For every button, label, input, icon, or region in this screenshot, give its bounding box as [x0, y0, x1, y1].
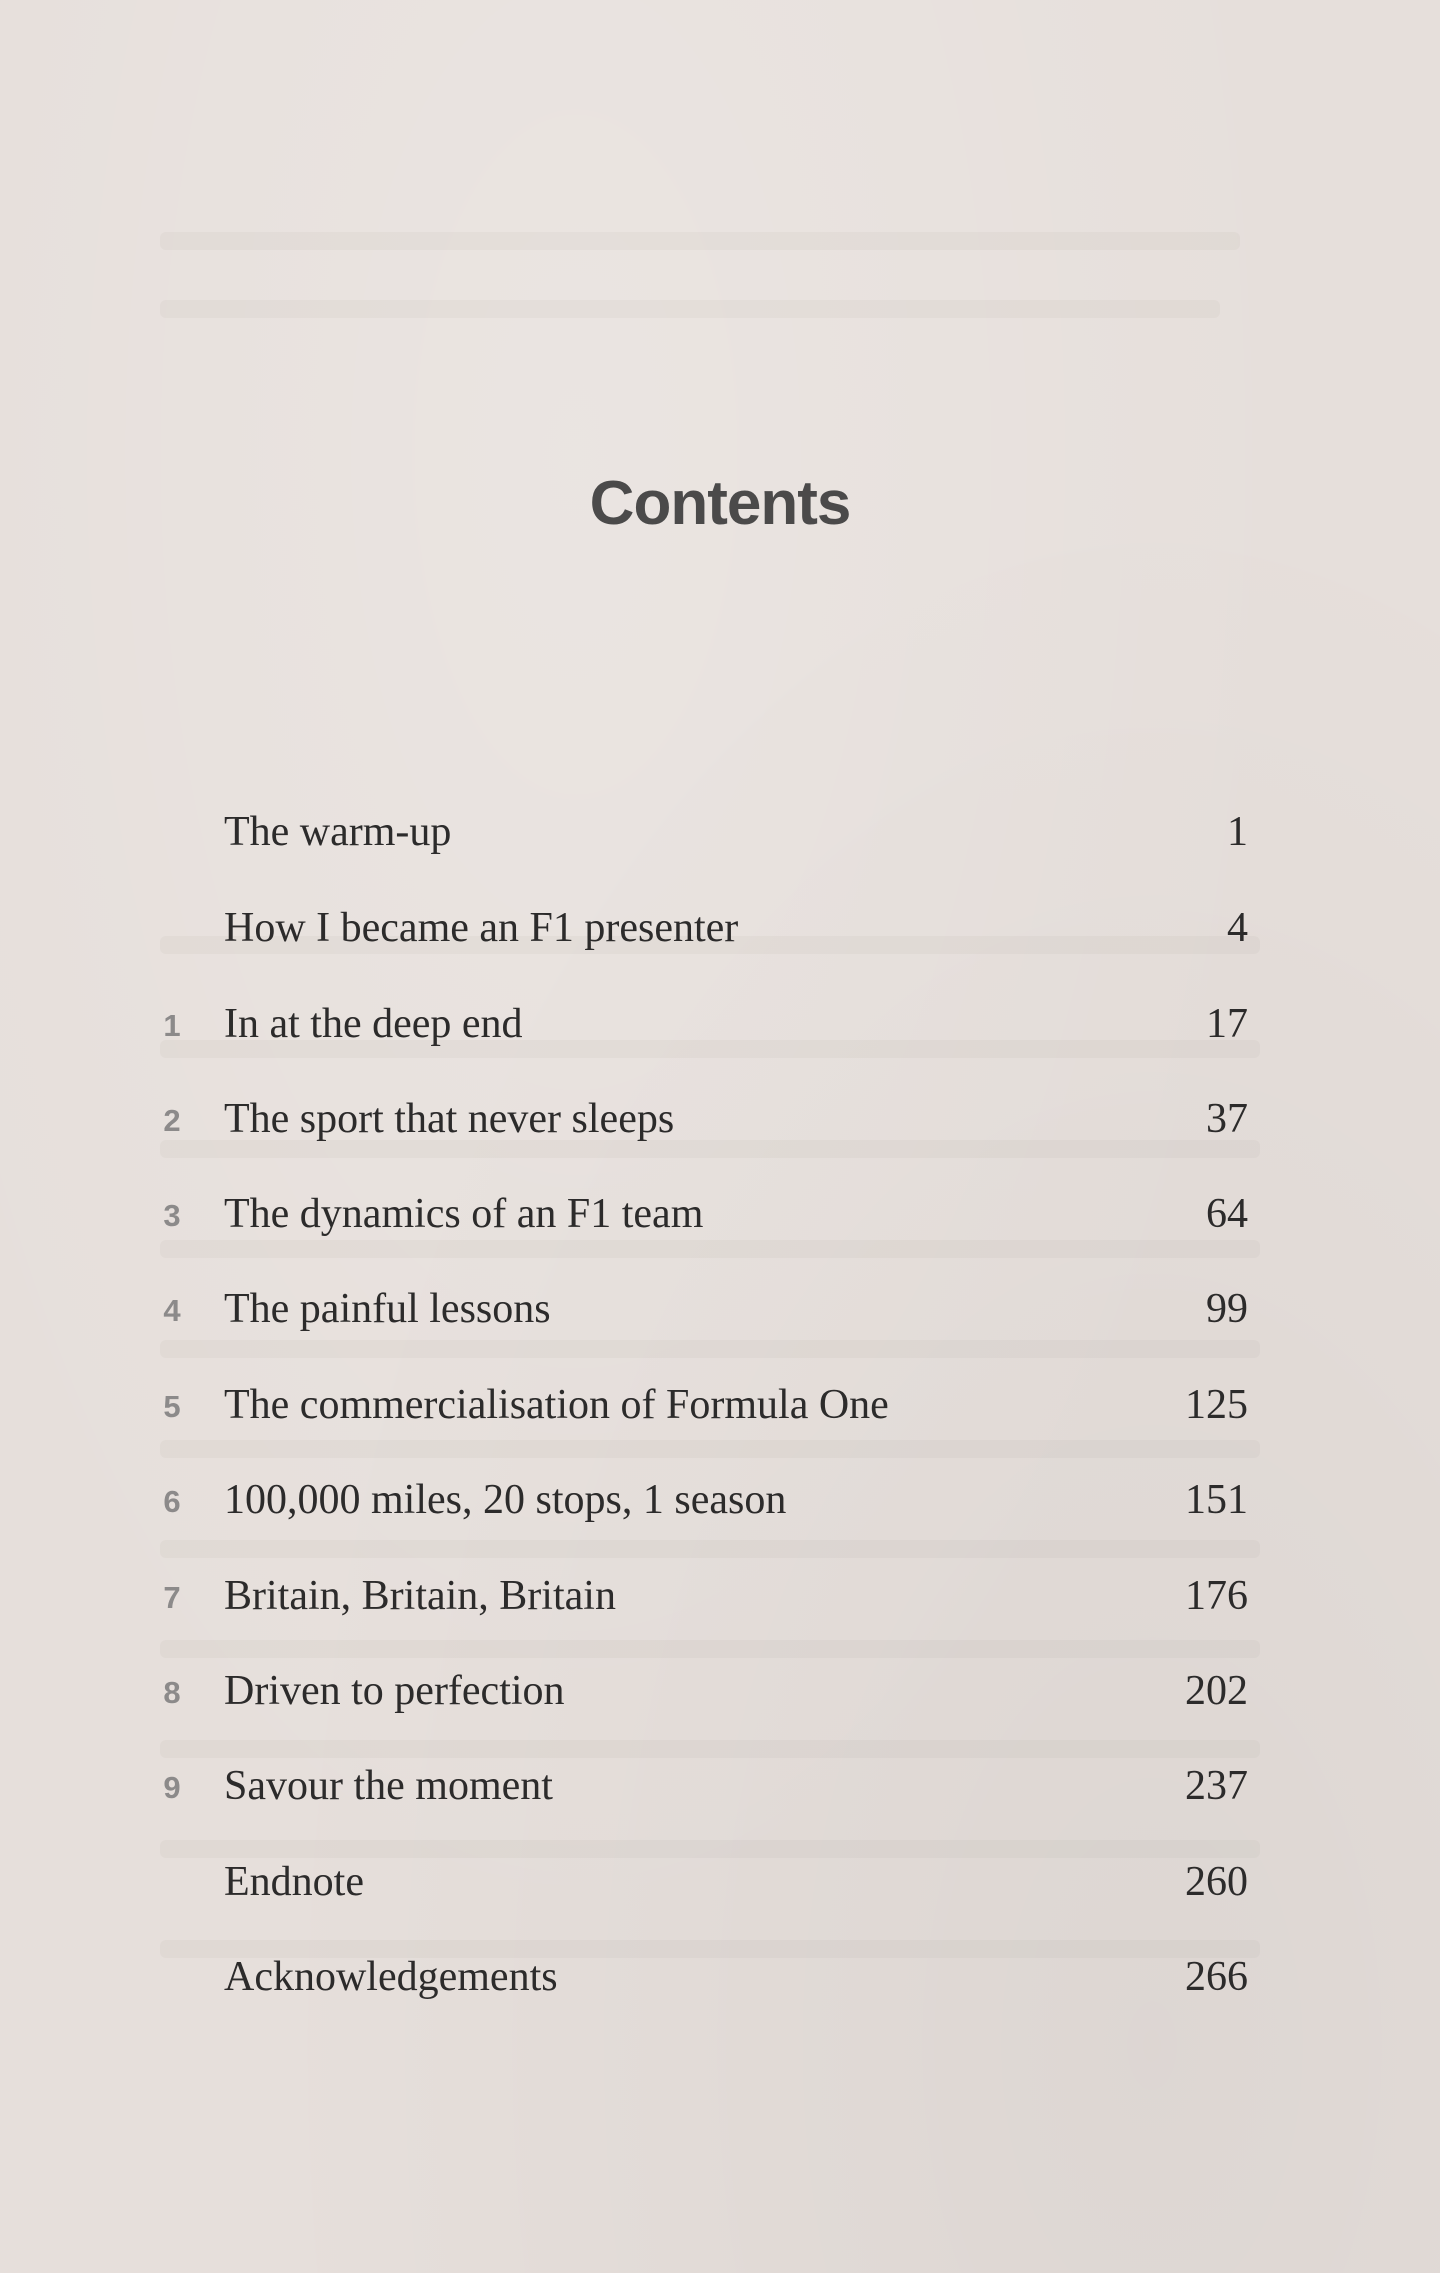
toc-entry [0, 1377, 1440, 1437]
page-number: 237 [1185, 1763, 1248, 1809]
chapter-number: 9 [163, 1770, 181, 1805]
show-through-line [160, 232, 1240, 250]
show-through-line [160, 1640, 1260, 1658]
toc-entry [0, 1186, 1440, 1246]
chapter-title: Driven to perfection [224, 1668, 565, 1714]
toc-entry [0, 1854, 1440, 1914]
chapter-number: 7 [163, 1580, 181, 1615]
toc-entry [0, 804, 1440, 864]
show-through-line [160, 300, 1220, 318]
page-title: Contents [589, 469, 851, 538]
page-number: 17 [1206, 1001, 1248, 1047]
chapter-title: In at the deep end [224, 1001, 523, 1047]
chapter-title: The sport that never sleeps [224, 1096, 675, 1142]
chapter-number: 2 [163, 1103, 181, 1138]
chapter-title: Britain, Britain, Britain [224, 1573, 616, 1619]
page-number: 151 [1185, 1477, 1248, 1523]
page-number: 266 [1185, 1954, 1248, 2000]
page-number: 260 [1185, 1859, 1248, 1905]
page-number: 99 [1206, 1286, 1248, 1332]
chapter-title: The warm-up [224, 809, 452, 855]
toc-entry [0, 1758, 1440, 1818]
toc-entry [0, 1281, 1440, 1341]
chapter-title: 100,000 miles, 20 stops, 1 season [224, 1477, 787, 1523]
toc-entry [0, 1949, 1440, 2009]
chapter-title: How I became an F1 presenter [224, 905, 739, 951]
toc-entry [0, 1568, 1440, 1628]
show-through-line [160, 1540, 1260, 1558]
chapter-title: The dynamics of an F1 team [224, 1191, 704, 1237]
chapter-title: The painful lessons [224, 1286, 551, 1332]
show-through-line [160, 1440, 1260, 1458]
chapter-number: 3 [163, 1198, 181, 1233]
toc-entry [0, 1472, 1440, 1532]
chapter-number: 6 [163, 1484, 181, 1519]
chapter-title: Acknowledgements [224, 1954, 558, 2000]
chapter-number: 1 [163, 1008, 181, 1043]
page-number: 64 [1206, 1191, 1248, 1237]
page-number: 4 [1227, 905, 1248, 951]
page-number: 176 [1185, 1573, 1248, 1619]
page-number: 202 [1185, 1668, 1248, 1714]
chapter-number: 5 [163, 1389, 181, 1424]
toc-entry [0, 1091, 1440, 1151]
toc-entry [0, 996, 1440, 1056]
show-through-line [160, 1340, 1260, 1358]
toc-entry [0, 1663, 1440, 1723]
chapter-title: Endnote [224, 1859, 364, 1905]
page-number: 1 [1227, 809, 1248, 855]
chapter-title: The commercialisation of Formula One [224, 1382, 889, 1428]
chapter-title: Savour the moment [224, 1763, 553, 1809]
toc-entry [0, 900, 1440, 960]
show-through-line [160, 1740, 1260, 1758]
page-number: 125 [1185, 1382, 1248, 1428]
chapter-number: 8 [163, 1675, 181, 1710]
chapter-number: 4 [163, 1293, 181, 1328]
page-number: 37 [1206, 1096, 1248, 1142]
